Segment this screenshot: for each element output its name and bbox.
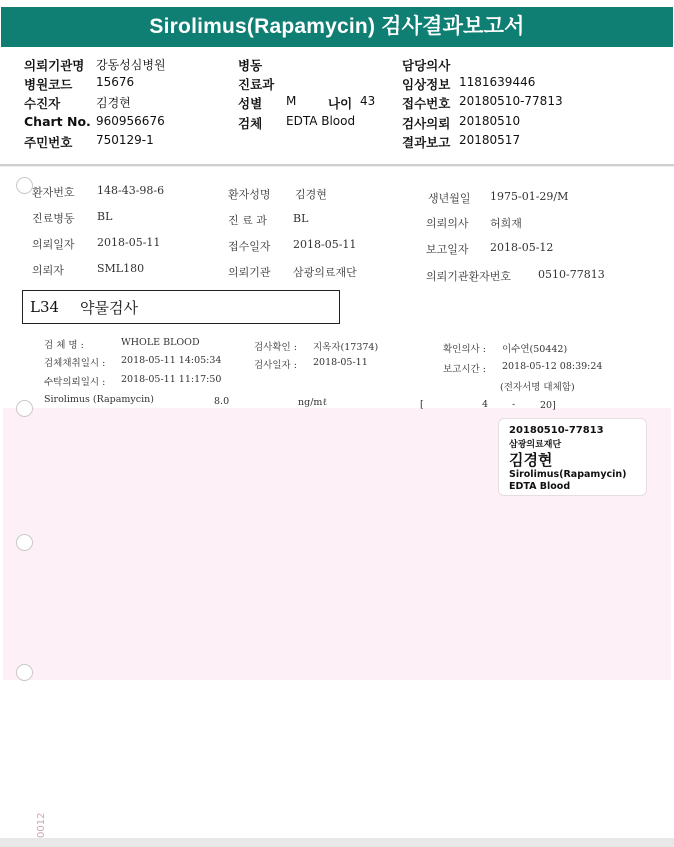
ward-label: 병동 <box>238 58 263 73</box>
sticker-specimen: EDTA Blood <box>509 481 571 492</box>
patient-name-value: 김경현 <box>295 188 327 201</box>
receipt-no-label: 접수번호 <box>402 96 451 111</box>
specimen-label: 검체 <box>238 116 263 131</box>
ref-range-dash: - <box>512 399 516 410</box>
confirm-doctor-label: 확인의사 : <box>443 344 486 355</box>
hospital-name-value: 강동성심병원 <box>96 58 166 72</box>
resident-no-label: 주민번호 <box>24 135 73 150</box>
attending-doctor-label: 담당의사 <box>402 58 451 73</box>
test-date-label: 검사일자 : <box>254 360 297 371</box>
birth-value: 1975-01-29/M <box>490 190 569 203</box>
patient-label: 수진자 <box>24 96 61 111</box>
report-time-label: 보고시간 : <box>443 364 486 375</box>
specimen-sticker <box>498 418 647 496</box>
side-number-text: 0012 <box>36 812 47 838</box>
patient-value: 김경현 <box>96 96 131 110</box>
collect-time-value: 2018-05-11 14:05:34 <box>121 355 222 366</box>
test-request-value: 20180510 <box>459 114 521 128</box>
result-test-name: Sirolimus (Rapamycin) <box>44 394 154 405</box>
requester-value: SML180 <box>97 262 145 275</box>
check-value: 지옥자(17374) <box>313 342 379 353</box>
sticker-institution: 삼광의료재단 <box>509 440 562 450</box>
punch-hole <box>16 177 33 194</box>
doctor-value: 허희재 <box>490 217 522 230</box>
hospital-name-label: 의뢰기관명 <box>24 58 85 73</box>
report-date-label: 보고일자 <box>426 243 469 256</box>
hospital-code-label: 병원코드 <box>24 77 73 92</box>
confirm-doctor-value: 이수연(50442) <box>502 344 568 355</box>
sex-value: M <box>286 94 297 108</box>
ward-label-report: 진료병동 <box>32 212 75 225</box>
age-value: 43 <box>360 94 376 108</box>
report-time-value: 2018-05-12 08:39:24 <box>502 361 603 372</box>
ref-range-low: 4 <box>482 399 489 410</box>
receive-time-label: 수탁의뢰일시 : <box>44 377 106 388</box>
sex-label: 성별 <box>238 96 263 111</box>
request-date-value: 2018-05-11 <box>97 236 161 249</box>
header-info-panel <box>0 47 674 164</box>
report-date-value: 2018-05-12 <box>490 241 554 254</box>
patient-no-value: 148-43-98-6 <box>97 184 165 197</box>
doctor-label: 의뢰의사 <box>426 217 469 230</box>
test-date-value: 2018-05-11 <box>313 357 368 368</box>
ward-value-report: BL <box>97 210 113 223</box>
resident-no-value: 750129-1 <box>96 133 154 147</box>
side-number-svg <box>30 800 50 840</box>
specimen-name-value: WHOLE BLOOD <box>121 337 200 348</box>
patient-no-label: 환자번호 <box>32 186 75 199</box>
institution-value: 삼광의료재단 <box>293 266 357 279</box>
result-report-label: 결과보고 <box>402 135 451 150</box>
bottom-bar <box>0 838 674 847</box>
punch-hole <box>16 534 33 551</box>
test-request-label: 검사의뢰 <box>402 116 451 131</box>
sticker-test-name: Sirolimus(Rapamycin) <box>509 469 627 480</box>
side-number <box>30 800 50 840</box>
specimen-name-label: 검 체 명 : <box>44 340 84 351</box>
chart-no-label: Chart No. <box>24 114 91 129</box>
dept-label-report: 진 료 과 <box>228 214 267 227</box>
institution-label: 의뢰기관 <box>228 266 271 279</box>
ref-range-open: [ <box>420 399 424 410</box>
check-label: 검사확인 : <box>254 342 297 353</box>
birth-label: 생년월일 <box>428 192 471 205</box>
receive-time-value: 2018-05-11 11:17:50 <box>121 374 222 385</box>
clinical-info-value: 1181639446 <box>459 75 536 89</box>
esign-note: (전자서명 대체함) <box>500 382 575 393</box>
receipt-date-value: 2018-05-11 <box>293 238 357 251</box>
patient-name-label: 환자성명 <box>228 188 271 201</box>
section-name: 약물검사 <box>80 299 138 317</box>
punch-hole <box>16 664 33 681</box>
punch-hole <box>16 400 33 417</box>
sticker-receipt-no: 20180510-77813 <box>509 425 604 436</box>
department-label: 진료과 <box>238 77 275 92</box>
report-title: Sirolimus(Rapamycin) 검사결과보고서 <box>1 7 673 47</box>
section-header-box <box>22 290 340 324</box>
inst-patient-no-label: 의뢰기관환자번호 <box>426 270 512 283</box>
age-label: 나이 <box>328 96 353 111</box>
ref-range-high: 20] <box>540 400 556 411</box>
collect-time-label: 검체채취일시 : <box>44 358 106 369</box>
clinical-info-label: 임상정보 <box>402 77 451 92</box>
specimen-value: EDTA Blood <box>286 114 356 128</box>
inst-patient-no-value: 0510-77813 <box>538 268 605 281</box>
sticker-patient-name: 김경현 <box>509 451 553 469</box>
chart-no-value: 960956676 <box>96 114 165 128</box>
result-value: 8.0 <box>214 396 230 407</box>
receipt-date-label: 접수일자 <box>228 240 271 253</box>
receipt-no-value: 20180510-77813 <box>459 94 563 108</box>
section-code: L34 <box>30 298 60 316</box>
result-unit: ng/mℓ <box>298 397 327 408</box>
request-date-label: 의뢰일자 <box>32 238 75 251</box>
dept-value-report: BL <box>293 212 309 225</box>
requester-label: 의뢰자 <box>32 264 64 277</box>
header-divider-shadow <box>0 166 674 167</box>
result-report-value: 20180517 <box>459 133 521 147</box>
hospital-code-value: 15676 <box>96 75 135 89</box>
